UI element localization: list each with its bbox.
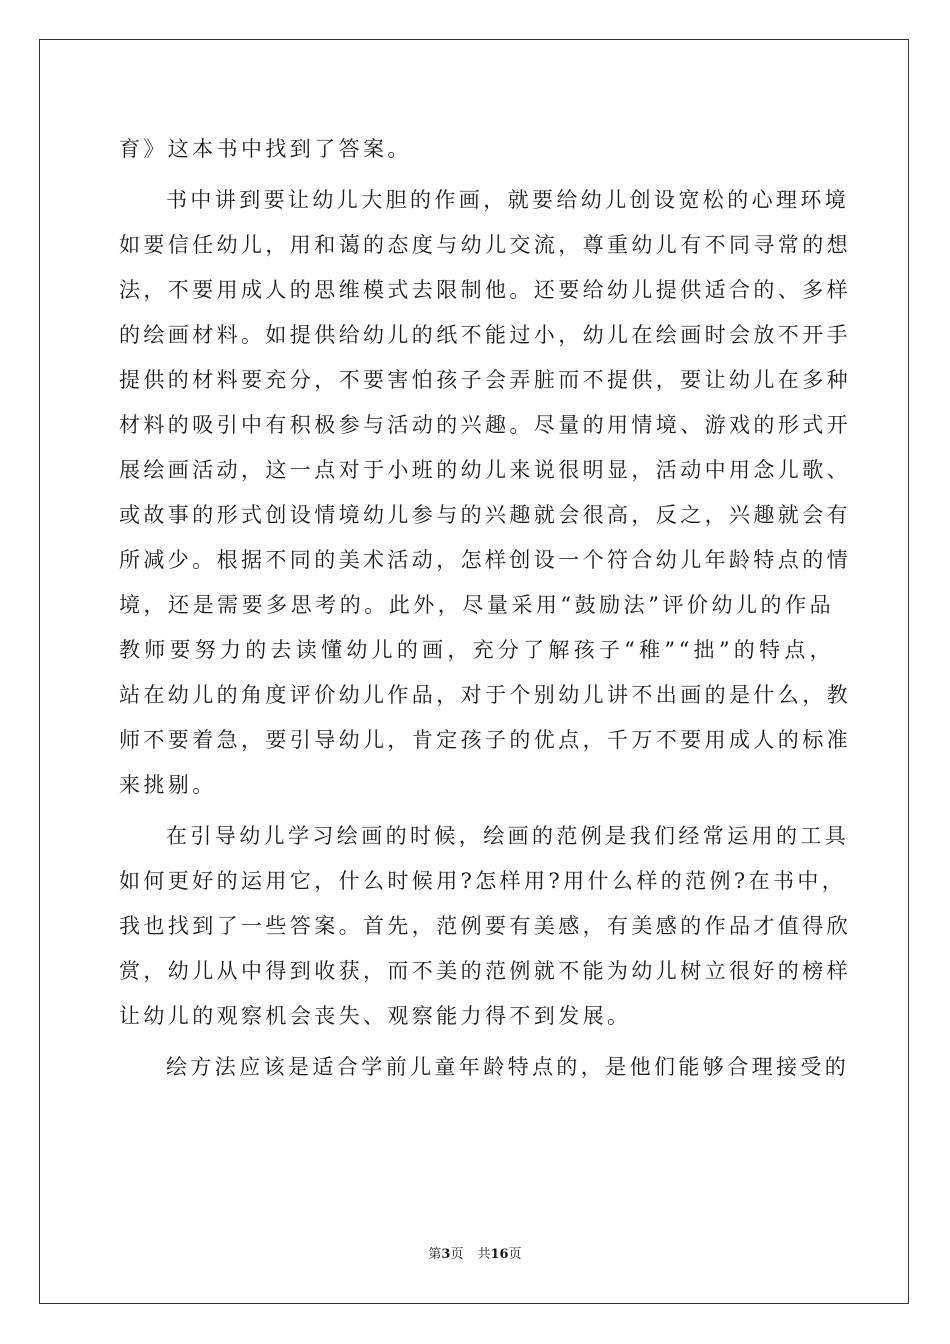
current-page-number: 3 (441, 1247, 451, 1262)
text-line: 在引导幼儿学习绘画的时候，绘画的范例是我们经常运用的工具 (166, 824, 850, 848)
text-line: 提供的材料要充分，不要害怕孩子会弄脏而不提供，要让幼儿在多种 (119, 368, 851, 392)
text-line: 或故事的形式创设情境幼儿参与的兴趣就会很高，反之，兴趣就会有 (119, 503, 851, 527)
paragraph (119, 127, 834, 172)
paragraph (119, 1045, 850, 1090)
paragraph (119, 814, 851, 1039)
page-suffix: 页 (450, 1247, 464, 1262)
text-line: 境，还是需要多思考的。此外，尽量采用“鼓励法”评价幼儿的作品 (119, 593, 834, 617)
total-prefix: 共 (477, 1247, 491, 1262)
text-line: 我也找到了一些答案。首先，范例要有美感，有美感的作品才值得欣 (119, 914, 851, 938)
page-prefix: 第 (428, 1247, 442, 1262)
text-line: 材料的吸引中有积极参与活动的兴趣。尽量的用情境、游戏的形式开 (119, 413, 851, 437)
text-line: 书中讲到要让幼儿大胆的作画，就要给幼儿创设宽松的心理环境 (166, 188, 850, 212)
page-footer (0, 1246, 950, 1264)
total-page-count: 16 (490, 1247, 509, 1262)
text-line: 育》这本书中找到了答案。 (119, 137, 412, 161)
text-line: 的绘画材料。如提供给幼儿的纸不能过小，幼儿在绘画时会放不开手 (119, 323, 851, 347)
text-line: 赏，幼儿从中得到收获，而不美的范例就不能为幼儿树立很好的榜样 (119, 959, 851, 983)
text-line: 法，不要用成人的思维模式去限制他。还要给幼儿提供适合的、多样 (119, 278, 851, 302)
text-line: 站在幼儿的角度评价幼儿作品，对于个别幼儿讲不出画的是什么，教 (119, 683, 851, 707)
text-line: 让幼儿的观察机会丧失、观察能力得不到发展。 (119, 1004, 632, 1028)
total-suffix: 页 (508, 1247, 522, 1262)
text-line: 如何更好的运用它，什么时候用?怎样用?用什么样的范例?在书中， (119, 869, 847, 893)
paragraph (119, 178, 851, 808)
text-line: 来挑剔。 (119, 773, 217, 797)
text-line: 展绘画活动，这一点对于小班的幼儿来说很明显，活动中用念儿歌、 (119, 458, 851, 482)
text-line: 教师要努力的去读懂幼儿的画，充分了解孩子“稚”“拙”的特点， (119, 638, 834, 662)
document-body (119, 127, 851, 1090)
text-line: 所减少。根据不同的美术活动，怎样创设一个符合幼儿年龄特点的情 (119, 548, 851, 572)
text-line: 师不要着急，要引导幼儿，肯定孩子的优点，千万不要用成人的标准 (119, 728, 851, 752)
text-line: 如要信任幼儿，用和蔼的态度与幼儿交流，尊重幼儿有不同寻常的想 (119, 233, 851, 257)
text-line: 绘方法应该是适合学前儿童年龄特点的，是他们能够合理接受的 (166, 1055, 850, 1079)
